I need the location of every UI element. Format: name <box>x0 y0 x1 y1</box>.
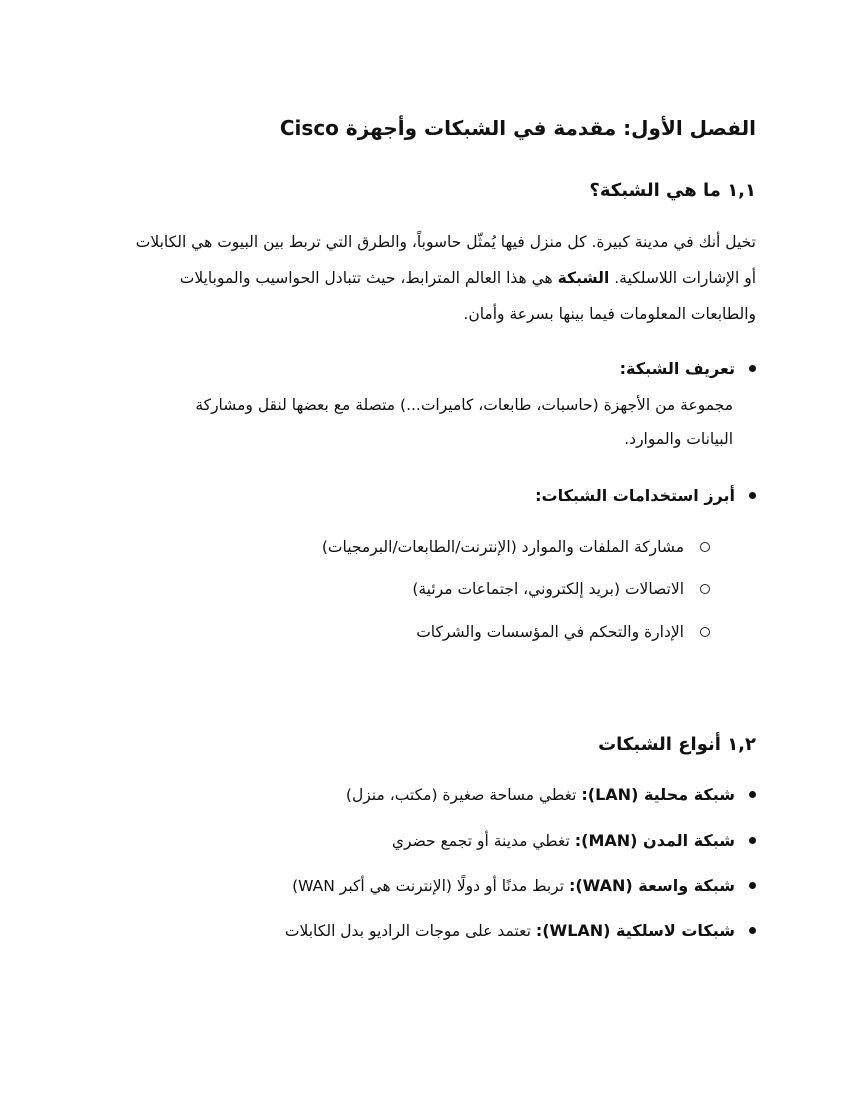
hollow-bullet-icon <box>700 584 710 594</box>
network-type-name: شبكة واسعة (WAN): <box>568 876 735 895</box>
uses-item <box>322 538 710 556</box>
network-type-name: شبكات لاسلكية (WLAN): <box>535 921 735 940</box>
uses-bullet <box>535 486 756 505</box>
network-type-item <box>285 921 756 940</box>
uses-item-text: الإدارة والتحكم في المؤسسات والشركات <box>416 623 684 641</box>
network-type-item <box>346 785 756 804</box>
network-type-desc: تعتمد على موجات الراديو بدل الكابلات <box>284 922 536 940</box>
bullet-icon <box>749 927 756 934</box>
intro-line-2-end: هي هذا العالم المترابط، حيث تتبادل الحواسيب والموبايلات <box>179 269 558 287</box>
definition-title: تعريف الشبكة: <box>619 359 735 378</box>
network-type-name: شبكة المدن (MAN): <box>574 831 735 850</box>
definition-text-line-2: البيانات والموارد. <box>624 430 733 448</box>
uses-item <box>412 580 710 598</box>
definition-text-line-1: مجموعة من الأجهزة (حاسبات، طابعات، كاميرات...) متصلة مع بعضها لنقل ومشاركة <box>195 396 733 414</box>
intro-line-3: والطابعات المعلومات فيما بينها بسرعة وأمان. <box>463 305 756 323</box>
bullet-icon <box>749 837 756 844</box>
section-2-heading: ١,٢ أنواع الشبكات <box>598 734 756 755</box>
definition-bullet <box>620 359 756 378</box>
bullet-icon <box>749 882 756 889</box>
network-type-item <box>292 876 756 895</box>
hollow-bullet-icon <box>700 627 710 637</box>
uses-item-text: الاتصالات (بريد إلكتروني، اجتماعات مرئية) <box>412 580 684 598</box>
chapter-title: الفصل الأول: مقدمة في الشبكات وأجهزة Cisco <box>279 116 756 140</box>
network-type-item <box>392 831 756 850</box>
uses-title: أبرز استخدامات الشبكات: <box>535 486 735 505</box>
network-type-name: شبكة محلية (LAN): <box>581 785 735 804</box>
bullet-icon <box>749 492 756 499</box>
intro-line-1: تخيل أنك في مدينة كبيرة. كل منزل فيها يُمثّل حاسوباً، والطرق التي تربط بين البيوت هي الكابلات <box>135 233 756 251</box>
intro-line-2-start: أو الإشارات اللاسلكية. <box>609 269 756 287</box>
hollow-bullet-icon <box>700 542 710 552</box>
bullet-icon <box>749 365 756 372</box>
network-type-desc: تربط مدنًا أو دولًا (الإنترنت هي أكبر WAN) <box>292 877 569 895</box>
network-type-desc: تغطي مدينة أو تجمع حضري <box>391 832 575 850</box>
uses-item-text: مشاركة الملفات والموارد (الإنترنت/الطابعات/البرمجيات) <box>321 538 684 556</box>
network-term: الشبكة <box>557 269 610 287</box>
intro-line-2 <box>180 268 756 288</box>
network-type-desc: تغطي مساحة صغيرة (مكتب، منزل) <box>345 786 582 804</box>
bullet-icon <box>749 791 756 798</box>
uses-item <box>416 623 710 641</box>
section-1-heading: ١,١ ما هي الشبكة؟ <box>589 180 756 201</box>
